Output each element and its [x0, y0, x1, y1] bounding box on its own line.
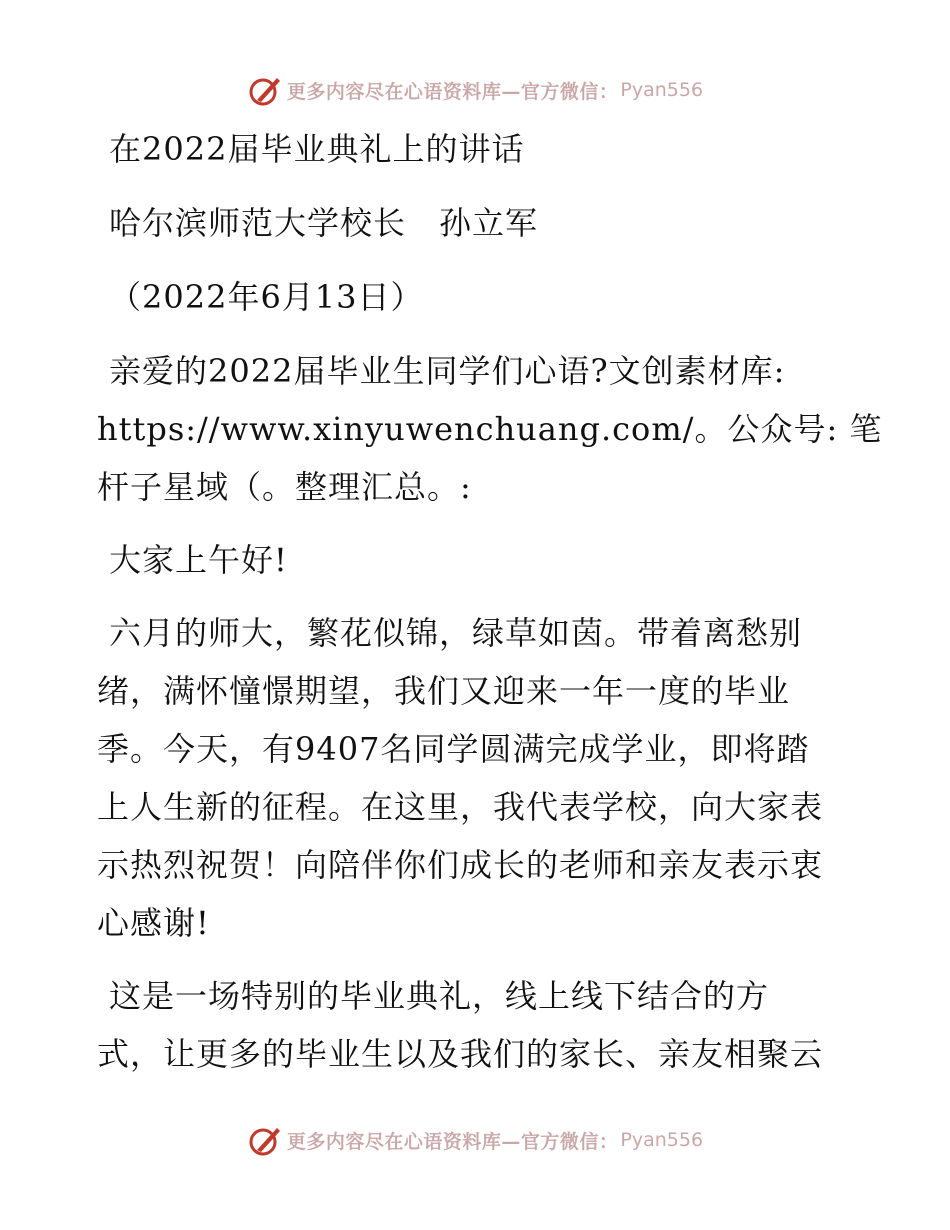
- greeting-paragraph: [97, 342, 883, 516]
- quill-logo-icon: [247, 1122, 283, 1158]
- text-line: https://www.xinyuwenchuang.com/。公众号: 笔: [97, 410, 883, 448]
- watermark-text: 更多内容尽在心语资料库—官方微信：: [286, 80, 619, 103]
- date-line: （2022年6月13日）: [109, 278, 424, 316]
- watermark-text: 更多内容尽在心语资料库—官方微信：: [286, 1130, 619, 1153]
- watermark-wechat-id: Pyan556: [620, 1129, 704, 1151]
- text-line: 式，让更多的毕业生以及我们的家长、亲友相聚云: [97, 1035, 824, 1073]
- text-line: 亲爱的2022届毕业生同学们心语?文创素材库:: [109, 352, 786, 390]
- paragraph-1: [97, 604, 857, 952]
- text-line: 心感谢!: [97, 904, 210, 942]
- text-line: 杆子星域（。整理汇总。:: [97, 468, 472, 506]
- text-line: 上人生新的征程。在这里，我代表学校，向大家表: [97, 788, 824, 826]
- quill-logo-icon: [247, 72, 283, 108]
- author-line: 哈尔滨师范大学校长 孙立军: [109, 204, 539, 242]
- paragraph-2: [97, 967, 857, 1083]
- text-line: 绪，满怀憧憬期望，我们又迎来一年一度的毕业: [97, 672, 791, 710]
- text-line: 六月的师大，繁花似锦，绿草如茵。带着离愁别: [109, 614, 803, 652]
- watermark-banner-top: [0, 70, 950, 110]
- salutation-line: 大家上午好!: [109, 541, 288, 579]
- text-line: 示热烈祝贺！向陪伴你们成长的老师和亲友表示衷: [97, 846, 824, 884]
- page-title: 在2022届毕业典礼上的讲话: [109, 130, 525, 168]
- text-line: 这是一场特别的毕业典礼，线上线下结合的方: [109, 977, 770, 1015]
- text-line: 季。今天，有9407名同学圆满完成学业，即将踏: [97, 730, 810, 768]
- watermark-wechat-id: Pyan556: [620, 79, 704, 101]
- watermark-banner-bottom: [0, 1120, 950, 1160]
- document-body: [97, 120, 883, 1083]
